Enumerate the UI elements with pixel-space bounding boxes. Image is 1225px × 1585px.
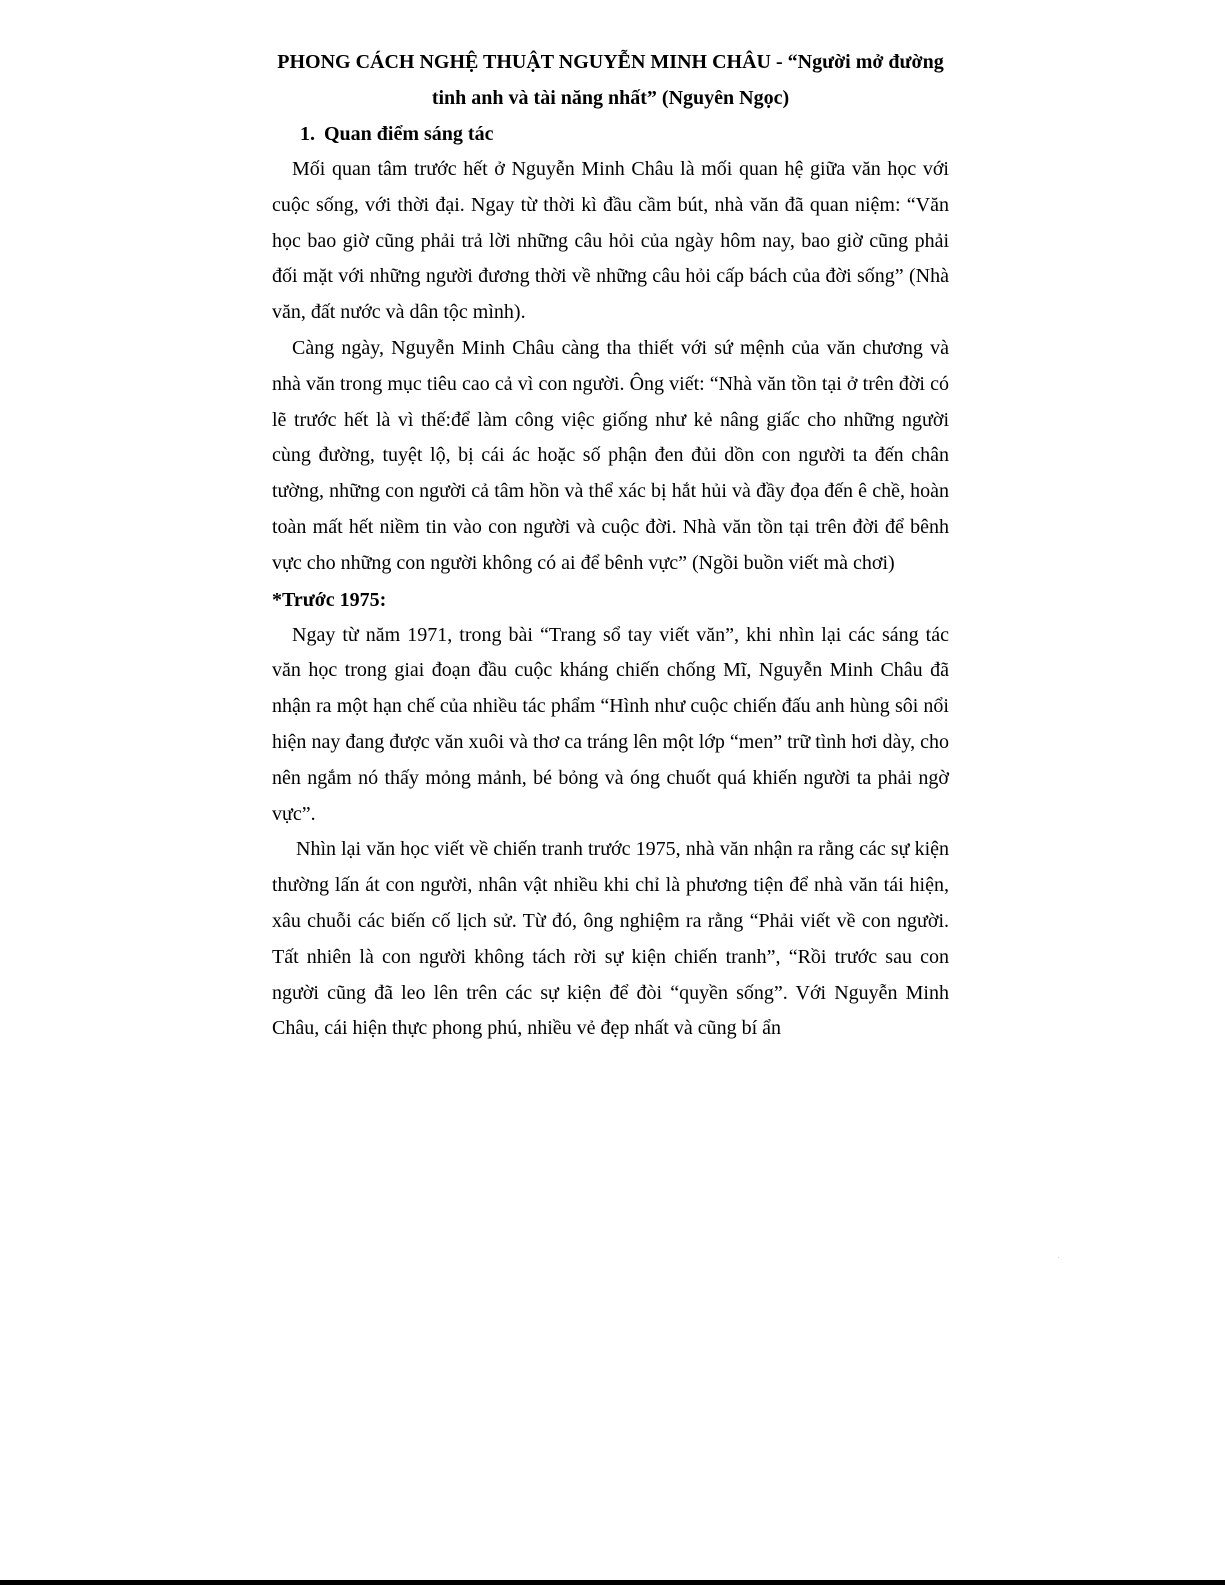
document-page [272, 44, 949, 1047]
paragraph-1: Mối quan tâm trước hết ở Nguyễn Minh Châu là mối quan hệ giữa văn học với cuộc sống, với thời đại. Ngay từ thời kì đầu cầm bút, nhà văn đã quan niệm: “Văn học bao giờ cũng phải trả lời những câu hỏi của ngày hôm nay, bao giờ cũng phải đối mặt với những người đương thời về những câu hỏi cấp bách của đời sống” (Nhà văn, đất nước và dân tộc mình). [272, 158, 949, 324]
paragraph-3: Ngay từ năm 1971, trong bài “Trang sổ tay viết văn”, khi nhìn lại các sáng tác văn học trong giai đoạn đầu cuộc kháng chiến chống Mĩ, Nguyễn Minh Châu đã nhận ra một hạn chế của nhiều tác phẩm “Hình như cuộc chiến đấu anh hùng sôi nổi hiện nay đang được văn xuôi và thơ ca tráng lên một lớp “men” trữ tình hơi dày, cho nên ngắm nó thấy mỏng mảnh, bé bỏng và óng chuốt quá khiến người ta phải ngờ vực”. [272, 623, 949, 825]
paragraph-2: Càng ngày, Nguyễn Minh Châu càng tha thiết với sứ mệnh của văn chương và nhà văn trong mục tiêu cao cả vì con người. Ông viết: “Nhà văn tồn tại ở trên đời có lẽ trước hết là vì thế:để làm công việc giống như kẻ nâng giấc cho những người cùng đường, tuyệt lộ, bị cái ác hoặc số phận đen đủi dồn con người ta đến chân tường, những con người cả tâm hồn và thể xác bị hắt hủi và đầy đọa đến ê chề, hoàn toàn mất hết niềm tin vào con người và cuộc đời. Nhà văn tồn tại trên đời để bênh vực cho những con người không có ai để bênh vực” (Ngồi buồn viết mà chơi) [272, 336, 949, 574]
subheading-before-1975: *Trước 1975: [272, 588, 387, 611]
page-bottom-edge [0, 1580, 1225, 1585]
section-number: 1. [300, 123, 315, 145]
paragraph-4: Nhìn lại văn học viết về chiến tranh trước 1975, nhà văn nhận ra rằng các sự kiện thường lấn át con người, nhân vật nhiều khi chỉ là phương tiện để nhà văn tái hiện, xâu chuỗi các biến cố lịch sử. Từ đó, ông nghiệm ra rằng “Phải viết về con người. Tất nhiên là con người không tách rời sự kiện chiến tranh”, “Rồi trước sau con người cũng đã leo lên trên các sự kiện để đòi “quyền sống”. Với Nguyễn Minh Châu, cái hiện thực phong phú, nhiều vẻ đẹp nhất và cũng bí ẩn [272, 838, 949, 1040]
scan-speck [1058, 1257, 1059, 1258]
document-title: PHONG CÁCH NGHỆ THUẬT NGUYỄN MINH CHÂU - “Người mở đường tinh anh và tài năng nhất” (Nguyên Ngọc) [277, 51, 944, 109]
section-heading-text: Quan điểm sáng tác [324, 123, 494, 145]
section-heading [272, 116, 949, 152]
